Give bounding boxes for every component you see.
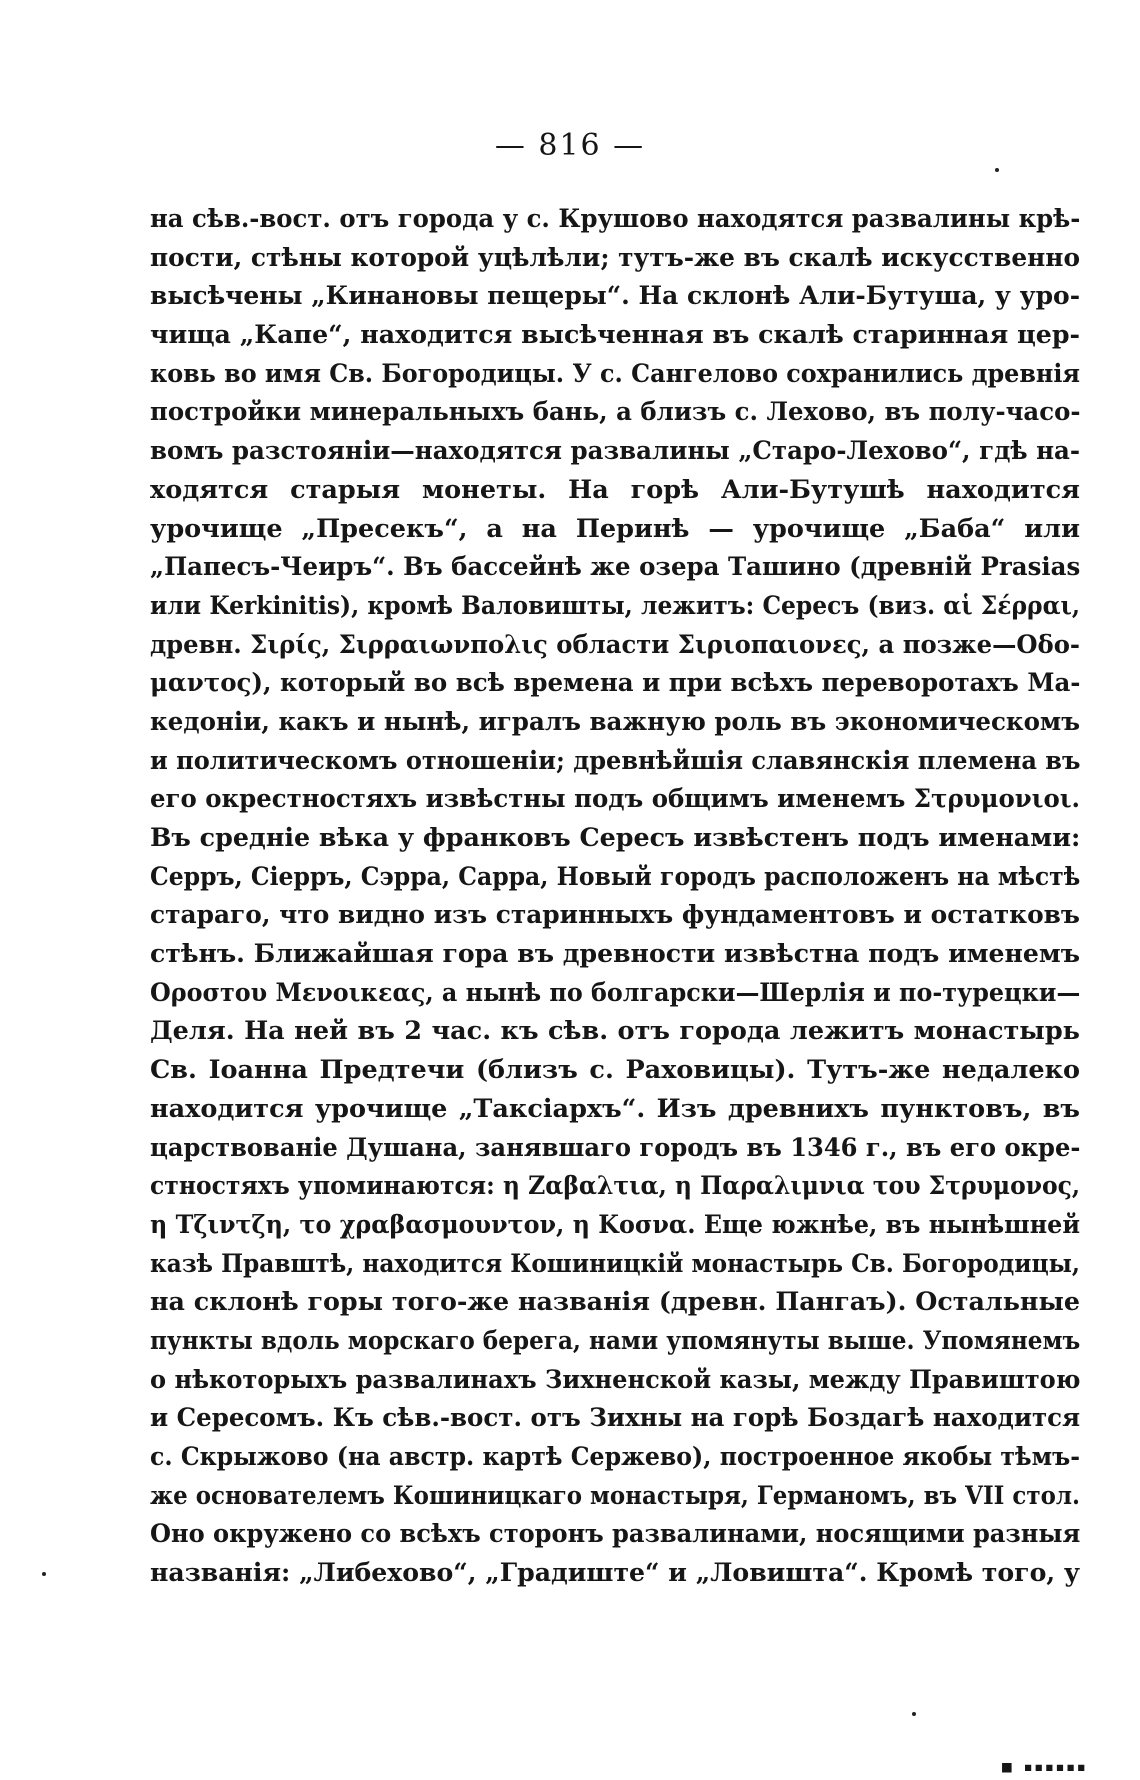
text-line: стѣнъ. Ближайшая гора въ древности извѣстна подъ именемъ <box>150 939 1080 970</box>
text-line: пункты вдоль морскаго берега, нами упомянуты выше. Упомянемъ <box>150 1325 1081 1356</box>
text-line: его окрестностяхъ извѣстны подъ общимъ именемъ Στρυμονιοι. <box>150 784 1081 815</box>
text-line: царствованіе Душана, занявшаго городъ въ 1346 г., въ его окре- <box>150 1132 1081 1163</box>
text-line: ковь во имя Св. Богородицы. У с. Сангелово сохранились древнія <box>150 358 1080 389</box>
text-line: пости, стѣны которой уцѣлѣли; тутъ-же въ скалѣ искусственно <box>150 242 1080 273</box>
text-line: стностяхъ упоминаются: η Ζαβαλτια, η Παραλιμνια του Στρυμονος, <box>150 1171 1081 1202</box>
text-line: и политическомъ отношеніи; древнѣйшія славянскія племена въ <box>150 745 1081 776</box>
scan-edge-mark: ■ ▪▪▪▪▪▪ <box>1002 1757 1088 1776</box>
text-line: „Папесъ-Чеиръ“. Въ бассейнѣ же озера Ташино (древній Prasias <box>150 552 1081 583</box>
text-line: стараго, что видно изъ старинныхъ фундаментовъ и остатковъ <box>150 900 1080 931</box>
text-line: на сѣв.-вост. отъ города у с. Крушово находятся развалины крѣ- <box>150 204 1081 234</box>
body-text <box>150 200 1080 1593</box>
text-line: кедоніи, какъ и нынѣ, игралъ важную роль въ экономическомъ <box>150 706 1080 737</box>
text-line: Серръ, Сіерръ, Сэрра, Сарра, Новый городъ расположенъ на мѣстѣ <box>150 861 1081 892</box>
text-line: казѣ Правштѣ, находится Кошиницкій монастырь Св. Богородицы, <box>150 1248 1080 1279</box>
text-line: Ορoσтоυ Μενοικεας, а нынѣ по болгарски—Шерлія и по-турецки— <box>150 977 1081 1008</box>
scan-speck <box>912 1712 916 1716</box>
text-line: Св. Іоанна Предтечи (близъ с. Раховицы). Тутъ-же недалеко <box>150 1055 1080 1086</box>
scan-speck <box>42 1572 46 1576</box>
text-line: названія: „Либехово“, „Градиште“ и „Ловишта“. Кромѣ того, у <box>150 1558 1080 1589</box>
text-line: постройки минеральныхъ бань, а близъ с. Лехово, въ полу-часо- <box>150 397 1081 428</box>
text-line: или Kerkinitis), кромѣ Валовишты, лежитъ: Сересъ (виз. αἱ Σέρραι, <box>150 590 1080 621</box>
text-line: урочище „Пресекъ“, а на Перинѣ — урочище „Баба“ или <box>150 513 1080 544</box>
text-line: о нѣкоторыхъ развалинахъ Зихненской казы, между Правиштою <box>150 1364 1081 1395</box>
text-line: с. Скрыжово (на австр. картѣ Сержево), построенное якобы тѣмъ- <box>150 1442 1080 1472</box>
page-number: — 816 — <box>494 128 646 163</box>
text-line: ходятся старыя монеты. На горѣ Али-Бутушѣ находится <box>150 474 1080 505</box>
text-line: Деля. На ней въ 2 час. къ сѣв. отъ города лежитъ монастырь <box>150 1016 1080 1047</box>
scan-speck <box>995 168 999 172</box>
text-line: μαντος), который во всѣ времена и при всѣхъ переворотахъ Ма- <box>150 668 1081 699</box>
text-line: же основателемъ Кошиницкаго монастыря, Германомъ, въ VII стол. <box>150 1480 1080 1511</box>
text-line: древн. Σιρίς, Σιρραιωνπολις области Σιριοπαιονες, а позже—Οδο- <box>150 629 1080 660</box>
text-line: Оно окружено со всѣхъ сторонъ развалинами, носящими разныя <box>150 1519 1081 1550</box>
text-line: находится урочище „Таксіархъ“. Изъ древнихъ пунктовъ, въ <box>150 1093 1080 1124</box>
text-line: чища „Капе“, находится высѣченная въ скалѣ старинная цер- <box>150 320 1080 351</box>
text-line: и Сересомъ. Къ сѣв.-вост. отъ Зихны на горѣ Боздагѣ находится <box>150 1403 1081 1434</box>
text-line: высѣчены „Кинановы пещеры“. На склонѣ Али-Бутуша, у уро- <box>150 281 1081 312</box>
text-line: η Τζιντζη, το χραβασμουντον, η Κοσνα. Еще южнѣе, въ нынѣшней <box>150 1209 1080 1240</box>
text-line: вомъ разстояніи—находятся развалины „Старо-Лехово“, гдѣ на- <box>150 436 1081 467</box>
text-line: на склонѣ горы того-же названія (древн. Пангаъ). Остальные <box>150 1287 1080 1318</box>
text-line: Въ средніе вѣка у франковъ Сересъ извѣстенъ подъ именами: <box>150 823 1081 853</box>
